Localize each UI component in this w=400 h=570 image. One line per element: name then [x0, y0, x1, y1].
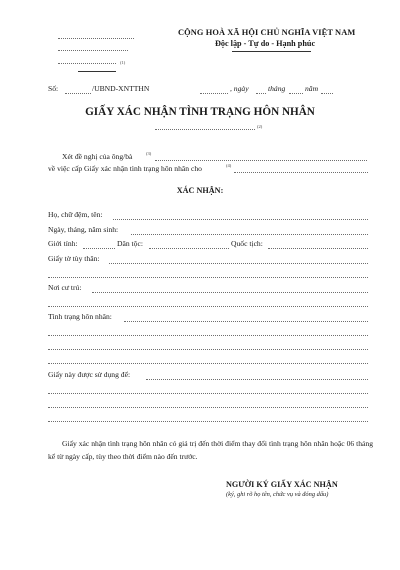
authority-line-2 [58, 50, 128, 51]
footnote-1: (1) [120, 60, 126, 65]
so-label: Số: [48, 84, 59, 93]
footnote-2: (2) [257, 124, 263, 129]
day-line [256, 93, 266, 94]
request-line-1: Xét đề nghị của ông/bà [62, 152, 133, 161]
request-note-3: (3) [146, 151, 152, 156]
purpose-line-1 [146, 379, 368, 380]
national-title: CỘNG HOÀ XÃ HỘI CHỦ NGHĨA VIỆT NAM [178, 28, 356, 37]
field-id-doc: Giấy tờ tùy thân: [48, 254, 100, 263]
national-motto: Độc lập - Tự do - Hạnh phúc [215, 39, 316, 48]
field-ethnicity: Dân tộc: [117, 239, 143, 248]
validity-note: Giấy xác nhận tình trạng hôn nhân có giá trị đến thời điểm thay đổi tình trạng hôn nhân hoặc 06 tháng kể từ ngày cấp, tùy theo thời điểm nào đến trước. [48, 439, 373, 461]
authority-underline [78, 71, 116, 72]
nam-label: năm [305, 84, 319, 93]
residence-line-2 [48, 306, 368, 307]
authority-line-3 [58, 63, 116, 64]
ngay-label: , ngày [230, 84, 249, 93]
year-line [321, 93, 333, 94]
so-number-line [65, 93, 91, 94]
request-line-2-fill [234, 172, 368, 173]
subtitle-line [155, 129, 255, 130]
purpose-line-4 [48, 421, 368, 422]
field-gender: Giới tính: [48, 239, 78, 248]
marital-line-4 [48, 363, 368, 364]
id-doc-line-1 [109, 263, 368, 264]
authority-line-1 [58, 38, 134, 39]
motto-underline [232, 51, 311, 52]
field-purpose: Giấy này được sử dụng để: [48, 370, 131, 379]
marital-line-1 [124, 321, 368, 322]
residence-line-1 [92, 292, 368, 293]
field-nationality: Quốc tịch: [231, 239, 263, 248]
id-doc-line-2 [48, 277, 368, 278]
purpose-line-3 [48, 407, 368, 408]
field-dob: Ngày, tháng, năm sinh: [48, 225, 119, 234]
section-title: XÁC NHẬN: [176, 186, 224, 195]
full-name-line [113, 219, 368, 220]
signer-title: NGƯỜI KÝ GIẤY XÁC NHẬN [226, 480, 338, 489]
marital-line-2 [48, 335, 368, 336]
dob-line [131, 234, 368, 235]
signer-note: (ký, ghi rõ họ tên, chức vụ và đóng dấu) [226, 491, 329, 498]
gender-line [83, 248, 115, 249]
field-residence: Nơi cư trú: [48, 283, 82, 292]
request-line-1-fill [155, 160, 367, 161]
ethnicity-line [149, 248, 229, 249]
field-marital-status: Tình trạng hôn nhân: [48, 312, 112, 321]
request-line-2: về việc cấp Giấy xác nhận tình trạng hôn nhân cho [48, 164, 202, 173]
request-note-4: (4) [226, 163, 232, 168]
place-line [200, 93, 228, 94]
nationality-line [268, 248, 368, 249]
thang-label: tháng [268, 84, 286, 93]
document-title: GIẤY XÁC NHẬN TÌNH TRẠNG HÔN NHÂN [85, 106, 315, 118]
field-full-name: Họ, chữ đệm, tên: [48, 210, 103, 219]
marital-line-3 [48, 349, 368, 350]
month-line [289, 93, 303, 94]
purpose-line-2 [48, 393, 368, 394]
document-code: /UBND-XNTTHN [92, 84, 150, 93]
